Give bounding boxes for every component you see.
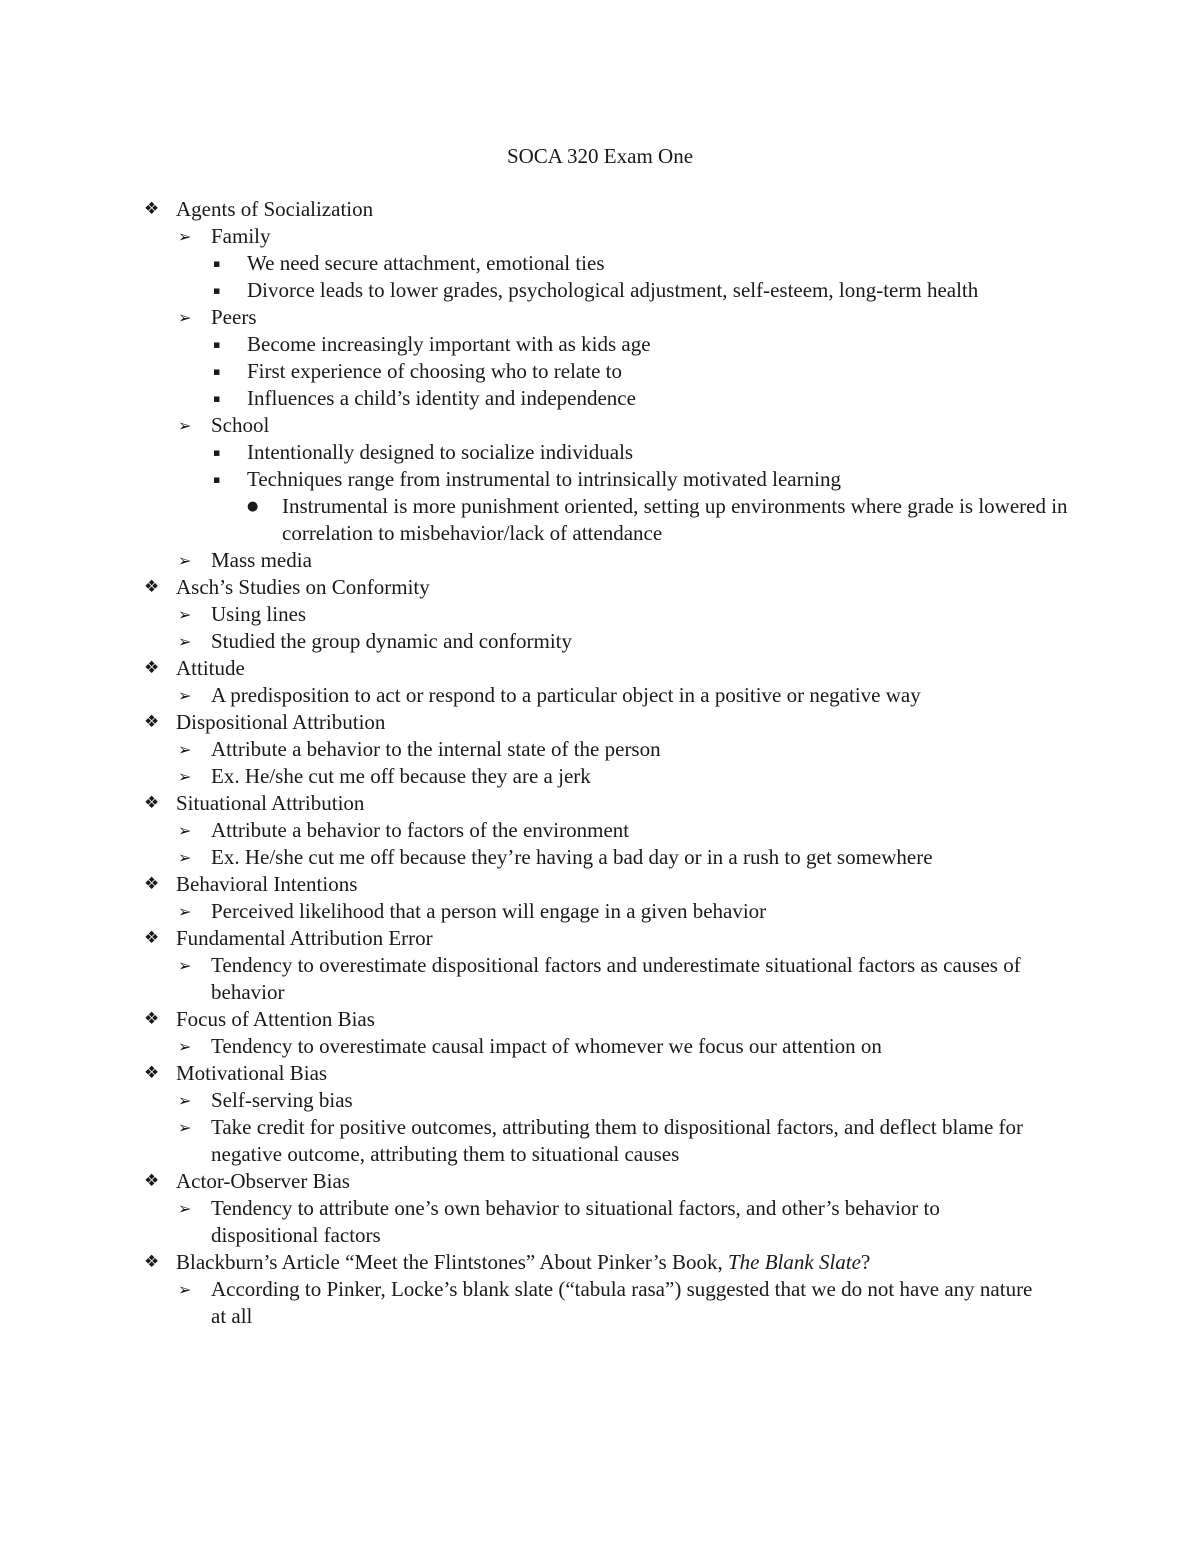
outline-item-main-text: Instrumental is more punishment oriented, setting up environments where grade is lowered in correlation to misbehavior/lack of attendance <box>282 494 1068 545</box>
outline-item-text <box>211 601 1041 628</box>
bullet-icon: ➢ <box>178 740 192 759</box>
outline-item-main-text: Peers <box>211 305 257 329</box>
outline-item-main-text: Tendency to attribute one’s own behavior to situational factors, and other’s behavior to dispositional factors <box>211 1196 940 1247</box>
outline-item-level-2 <box>0 223 1200 250</box>
bullet-icon: ➢ <box>178 227 192 246</box>
outline-item-trailing-text: ? <box>860 1250 871 1274</box>
outline-item-text <box>176 1168 1200 1195</box>
outline-item-text <box>247 439 1037 466</box>
bullet-icon: ▪ <box>213 392 221 405</box>
outline-item-main-text: Agents of Socialization <box>176 197 374 221</box>
outline-item-main-text: Focus of Attention Bias <box>176 1007 375 1031</box>
outline-item-main-text: Ex. He/she cut me off because they’re having a bad day or in a rush to get somewhere <box>211 845 933 869</box>
outline-item-level-3 <box>0 439 1200 466</box>
outline-item-text <box>211 763 1041 790</box>
outline-item-text <box>176 574 1200 601</box>
bullet-icon: ❖ <box>144 1171 160 1191</box>
outline-item-level-3 <box>0 358 1200 385</box>
outline-item-text <box>211 547 1041 574</box>
outline-item-level-2 <box>0 1087 1200 1114</box>
outline-item-level-2 <box>0 304 1200 331</box>
outline-item-level-1 <box>0 925 1200 952</box>
outline-item-main-text: Asch’s Studies on Conformity <box>176 575 430 599</box>
outline-item-level-2 <box>0 682 1200 709</box>
outline-item-main-text: Self-serving bias <box>211 1088 353 1112</box>
outline-item-level-3 <box>0 385 1200 412</box>
outline-item-text <box>211 1087 1041 1114</box>
outline-item-text <box>176 655 1200 682</box>
outline-item-level-2 <box>0 547 1200 574</box>
bullet-icon: ❖ <box>144 712 160 732</box>
bullet-icon: ▪ <box>213 257 221 270</box>
outline-item-text <box>247 277 1037 304</box>
outline-item-main-text: Actor-Observer Bias <box>176 1169 350 1193</box>
bullet-icon: ➢ <box>178 821 192 840</box>
outline-item-text <box>211 952 1041 1006</box>
bullet-icon: ➢ <box>178 632 192 651</box>
bullet-icon: ➢ <box>178 1118 192 1137</box>
outline-item-main-text: Intentionally designed to socialize individuals <box>247 440 634 464</box>
outline-item-text <box>211 1114 1041 1168</box>
bullet-icon: ❖ <box>144 1009 160 1029</box>
bullet-icon: ❖ <box>144 1252 160 1272</box>
outline-item-text <box>211 304 1041 331</box>
outline-item-text <box>211 817 1041 844</box>
outline-item-text <box>211 412 1041 439</box>
bullet-icon: ➢ <box>178 605 192 624</box>
outline-item-level-3 <box>0 466 1200 493</box>
outline-item-main-text: Perceived likelihood that a person will engage in a given behavior <box>211 899 767 923</box>
outline-item-level-1 <box>0 1249 1200 1276</box>
outline-item-main-text: Motivational Bias <box>176 1061 328 1085</box>
bullet-icon: ➢ <box>178 1280 192 1299</box>
bullet-icon: ➢ <box>178 308 192 327</box>
outline-item-level-2 <box>0 1033 1200 1060</box>
bullet-icon: ➢ <box>178 1091 192 1110</box>
outline-item-main-text: Family <box>211 224 271 248</box>
outline-item-text <box>176 925 1200 952</box>
outline-item-level-2 <box>0 628 1200 655</box>
bullet-icon: ❖ <box>144 658 160 678</box>
outline-item-text <box>211 1276 1041 1330</box>
bullet-icon: ● <box>247 499 259 514</box>
outline-item-main-text: Mass media <box>211 548 312 572</box>
outline-item-text <box>211 1195 1041 1249</box>
outline-item-level-2 <box>0 412 1200 439</box>
outline-item-level-2 <box>0 1195 1200 1249</box>
outline-item-main-text: Situational Attribution <box>176 791 365 815</box>
outline-item-main-text: Attribute a behavior to the internal state of the person <box>211 737 661 761</box>
outline-item-level-2 <box>0 763 1200 790</box>
outline-item-level-1 <box>0 1060 1200 1087</box>
outline-item-level-1 <box>0 709 1200 736</box>
outline-item-text <box>211 898 1041 925</box>
bullet-icon: ▪ <box>213 365 221 378</box>
outline-item-level-1 <box>0 790 1200 817</box>
outline-item-level-1 <box>0 574 1200 601</box>
outline-item-main-text: Become increasingly important with as kids age <box>247 332 651 356</box>
outline-item-text <box>247 358 1037 385</box>
bullet-icon: ➢ <box>178 551 192 570</box>
outline-item-text <box>211 628 1041 655</box>
bullet-icon: ▪ <box>213 284 221 297</box>
outline-item-level-3 <box>0 331 1200 358</box>
outline-item-text <box>247 331 1037 358</box>
bullet-icon: ➢ <box>178 956 192 975</box>
outline-item-level-2 <box>0 601 1200 628</box>
outline-item-level-2 <box>0 898 1200 925</box>
outline-list <box>0 196 1200 1330</box>
outline-item-level-2 <box>0 817 1200 844</box>
bullet-icon: ❖ <box>144 874 160 894</box>
outline-item-main-text: Attitude <box>176 656 245 680</box>
bullet-icon: ❖ <box>144 577 160 597</box>
outline-item-main-text: Divorce leads to lower grades, psychological adjustment, self-esteem, long-term health <box>247 278 979 302</box>
outline-item-main-text: Dispositional Attribution <box>176 710 386 734</box>
outline-item-text <box>247 466 1037 493</box>
book-title-italic: The Blank Slate <box>727 1250 861 1274</box>
bullet-icon: ❖ <box>144 1063 160 1083</box>
outline-item-main-text: Influences a child’s identity and independence <box>247 386 636 410</box>
outline-item-level-1 <box>0 655 1200 682</box>
outline-item-text <box>247 385 1037 412</box>
outline-item-level-1 <box>0 196 1200 223</box>
bullet-icon: ❖ <box>144 199 160 219</box>
outline-item-level-1 <box>0 1006 1200 1033</box>
outline-item-main-text: Behavioral Intentions <box>176 872 358 896</box>
outline-item-text <box>247 250 1037 277</box>
bullet-icon: ➢ <box>178 848 192 867</box>
outline-item-level-2 <box>0 952 1200 1006</box>
bullet-icon: ▪ <box>213 446 221 459</box>
outline-item-level-2 <box>0 844 1200 871</box>
outline-item-main-text: Fundamental Attribution Error <box>176 926 433 950</box>
outline-item-main-text: School <box>211 413 270 437</box>
outline-item-text <box>176 196 1200 223</box>
outline-item-level-2 <box>0 1114 1200 1168</box>
outline-item-level-3 <box>0 250 1200 277</box>
outline-item-text <box>211 1033 1041 1060</box>
outline-item-text <box>211 844 1041 871</box>
outline-item-text <box>211 223 1041 250</box>
bullet-icon: ➢ <box>178 686 192 705</box>
outline-item-text <box>211 682 1041 709</box>
outline-item-main-text: First experience of choosing who to relate to <box>247 359 622 383</box>
outline-item-text <box>211 736 1041 763</box>
outline-item-main-text: Techniques range from instrumental to intrinsically motivated learning <box>247 467 841 491</box>
document-title: SOCA 320 Exam One <box>506 144 694 168</box>
outline-item-level-1 <box>0 871 1200 898</box>
outline-item-main-text: Using lines <box>211 602 307 626</box>
outline-item-main-text: According to Pinker, Locke’s blank slate (“tabula rasa”) suggested that we do not have any nature at all <box>211 1277 1033 1328</box>
bullet-icon: ➢ <box>178 902 192 921</box>
outline-item-main-text: Studied the group dynamic and conformity <box>211 629 573 653</box>
bullet-icon: ➢ <box>178 767 192 786</box>
outline-item-level-4 <box>0 493 1200 547</box>
outline-item-main-text: Take credit for positive outcomes, attributing them to dispositional factors, and deflect blame for negative outcome, attributing them to situational causes <box>211 1115 1024 1166</box>
bullet-icon: ➢ <box>178 1199 192 1218</box>
bullet-icon: ➢ <box>178 416 192 435</box>
outline-item-text <box>282 493 1072 547</box>
outline-item-main-text: Tendency to overestimate dispositional factors and underestimate situational factors as causes of behavior <box>211 953 1021 1004</box>
outline-item-text <box>176 1006 1200 1033</box>
outline-item-main-text: Tendency to overestimate causal impact of whomever we focus our attention on <box>211 1034 882 1058</box>
bullet-icon: ❖ <box>144 793 160 813</box>
outline-item-main-text: Blackburn’s Article “Meet the Flintstones” About Pinker’s Book, <box>176 1250 728 1274</box>
outline-item-main-text: Ex. He/she cut me off because they are a jerk <box>211 764 591 788</box>
outline-item-level-2 <box>0 1276 1200 1330</box>
outline-item-text <box>176 1249 1200 1276</box>
outline-item-text <box>176 1060 1200 1087</box>
outline-item-text <box>176 709 1200 736</box>
outline-item-text <box>176 871 1200 898</box>
outline-item-level-3 <box>0 277 1200 304</box>
outline-item-text <box>176 790 1200 817</box>
bullet-icon: ➢ <box>178 1037 192 1056</box>
outline-item-main-text: We need secure attachment, emotional ties <box>247 251 605 275</box>
outline-item-level-1 <box>0 1168 1200 1195</box>
outline-item-main-text: Attribute a behavior to factors of the environment <box>211 818 630 842</box>
bullet-icon: ▪ <box>213 473 221 486</box>
bullet-icon: ❖ <box>144 928 160 948</box>
bullet-icon: ▪ <box>213 338 221 351</box>
outline-item-level-2 <box>0 736 1200 763</box>
outline-item-main-text: A predisposition to act or respond to a particular object in a positive or negative way <box>211 683 921 707</box>
